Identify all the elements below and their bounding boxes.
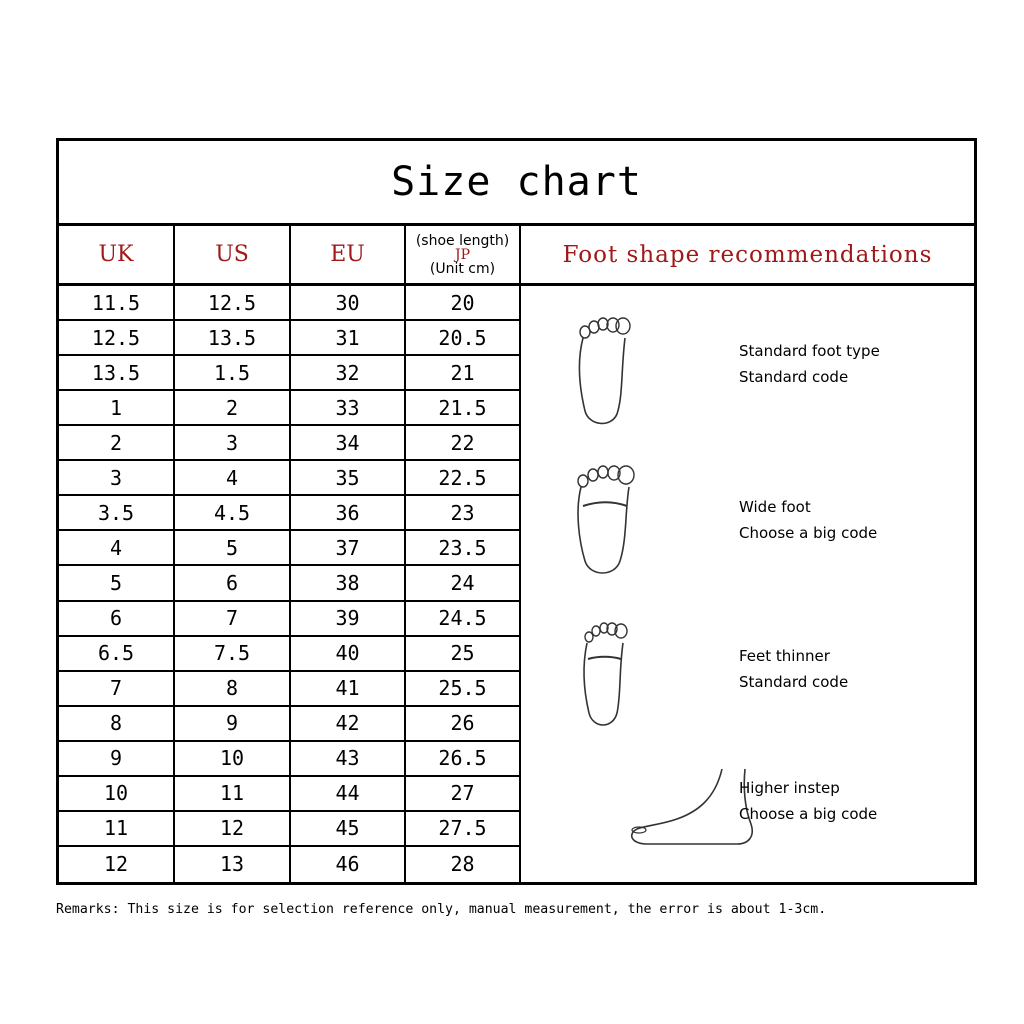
- cell-eu: 31: [291, 321, 406, 354]
- cell-eu: 37: [291, 531, 406, 564]
- foot-type-3-line2: Standard code: [739, 673, 849, 691]
- cell-us: 3: [175, 426, 291, 459]
- cell-us: 7: [175, 602, 291, 635]
- foot-type-2-text: [739, 494, 877, 546]
- header-uk: UK: [59, 226, 175, 283]
- cell-uk: 3.5: [59, 496, 175, 529]
- cell-jp: 26.5: [406, 742, 521, 775]
- cell-jp: 22: [406, 426, 521, 459]
- table-row: [59, 672, 521, 707]
- cell-uk: 6.5: [59, 637, 175, 670]
- foot-type-2-line1: Wide foot: [739, 498, 811, 516]
- foot-type-3-line1: Feet thinner: [739, 647, 830, 665]
- cell-eu: 32: [291, 356, 406, 389]
- cell-eu: 38: [291, 566, 406, 599]
- cell-jp: 25.5: [406, 672, 521, 705]
- cell-us: 5: [175, 531, 291, 564]
- cell-uk: 7: [59, 672, 175, 705]
- foot-type-4-text: [739, 775, 877, 827]
- cell-jp: 24.5: [406, 602, 521, 635]
- cell-uk: 6: [59, 602, 175, 635]
- cell-eu: 30: [291, 286, 406, 319]
- cell-us: 2: [175, 391, 291, 424]
- cell-jp: 23.5: [406, 531, 521, 564]
- cell-jp: 21: [406, 356, 521, 389]
- thin-foot-icon: [563, 611, 643, 736]
- size-chart-table: [56, 138, 977, 885]
- header-jp-top: (shoe length): [415, 232, 510, 249]
- table-body: [59, 286, 521, 882]
- cell-jp: 23: [406, 496, 521, 529]
- cell-uk: 9: [59, 742, 175, 775]
- cell-us: 8: [175, 672, 291, 705]
- cell-us: 1.5: [175, 356, 291, 389]
- table-row: [59, 777, 521, 812]
- table-row: [59, 812, 521, 847]
- cell-jp: 27: [406, 777, 521, 810]
- cell-uk: 12: [59, 847, 175, 882]
- table-row: [59, 356, 521, 391]
- table-row: [59, 461, 521, 496]
- table-row: [59, 742, 521, 777]
- foot-type-4-line2: Choose a big code: [739, 805, 878, 823]
- cell-uk: 10: [59, 777, 175, 810]
- header-jp-bottom: (Unit cm): [429, 260, 496, 277]
- cell-jp: 25: [406, 637, 521, 670]
- cell-us: 6: [175, 566, 291, 599]
- cell-uk: 5: [59, 566, 175, 599]
- cell-us: 12: [175, 812, 291, 845]
- foot-type-1-line2: Standard code: [739, 368, 849, 386]
- cell-eu: 46: [291, 847, 406, 882]
- cell-jp: 26: [406, 707, 521, 740]
- cell-us: 12.5: [175, 286, 291, 319]
- table-row: [59, 321, 521, 356]
- cell-uk: 13.5: [59, 356, 175, 389]
- cell-uk: 11: [59, 812, 175, 845]
- cell-us: 13: [175, 847, 291, 882]
- cell-jp: 20.5: [406, 321, 521, 354]
- cell-us: 11: [175, 777, 291, 810]
- cell-jp: 24: [406, 566, 521, 599]
- cell-eu: 36: [291, 496, 406, 529]
- cell-jp: 28: [406, 847, 521, 882]
- wide-foot-icon: [563, 461, 643, 586]
- header-jp: [406, 226, 521, 283]
- cell-uk: 11.5: [59, 286, 175, 319]
- header-row: [59, 226, 974, 286]
- cell-eu: 39: [291, 602, 406, 635]
- cell-jp: 21.5: [406, 391, 521, 424]
- remarks-text: Remarks: This size is for selection reference only, manual measurement, the error is about 1-3cm.: [56, 902, 827, 917]
- cell-eu: 41: [291, 672, 406, 705]
- cell-eu: 43: [291, 742, 406, 775]
- table-row: [59, 426, 521, 461]
- foot-type-3-text: [739, 643, 848, 695]
- cell-jp: 27.5: [406, 812, 521, 845]
- foot-type-1-text: [739, 338, 880, 390]
- cell-eu: 34: [291, 426, 406, 459]
- header-eu: EU: [291, 226, 406, 283]
- table-row: [59, 847, 521, 882]
- chart-title: Size chart: [391, 159, 642, 205]
- header-foot-shape: Foot shape recommendations: [562, 241, 933, 268]
- table-row: [59, 496, 521, 531]
- foot-type-2-line2: Choose a big code: [739, 524, 878, 542]
- table-row: [59, 531, 521, 566]
- table-row: [59, 707, 521, 742]
- cell-uk: 3: [59, 461, 175, 494]
- cell-us: 10: [175, 742, 291, 775]
- header-us: US: [175, 226, 291, 283]
- high-instep-foot-icon: [627, 764, 757, 854]
- foot-shape-panel: [523, 286, 974, 882]
- cell-us: 13.5: [175, 321, 291, 354]
- cell-jp: 22.5: [406, 461, 521, 494]
- table-row: [59, 637, 521, 672]
- standard-foot-icon: [563, 316, 643, 436]
- cell-eu: 45: [291, 812, 406, 845]
- cell-uk: 4: [59, 531, 175, 564]
- table-row: [59, 602, 521, 637]
- table-row: [59, 391, 521, 426]
- header-jp-label: JP: [454, 246, 471, 263]
- cell-uk: 8: [59, 707, 175, 740]
- cell-eu: 33: [291, 391, 406, 424]
- cell-eu: 40: [291, 637, 406, 670]
- cell-jp: 20: [406, 286, 521, 319]
- cell-us: 7.5: [175, 637, 291, 670]
- table-row: [59, 286, 521, 321]
- cell-uk: 2: [59, 426, 175, 459]
- cell-eu: 42: [291, 707, 406, 740]
- cell-us: 4.5: [175, 496, 291, 529]
- title-row: [59, 141, 974, 226]
- foot-type-1-line1: Standard foot type: [739, 342, 880, 360]
- cell-uk: 12.5: [59, 321, 175, 354]
- cell-eu: 44: [291, 777, 406, 810]
- cell-uk: 1: [59, 391, 175, 424]
- foot-type-4-line1: Higher instep: [739, 779, 840, 797]
- table-row: [59, 566, 521, 601]
- cell-us: 4: [175, 461, 291, 494]
- cell-us: 9: [175, 707, 291, 740]
- cell-eu: 35: [291, 461, 406, 494]
